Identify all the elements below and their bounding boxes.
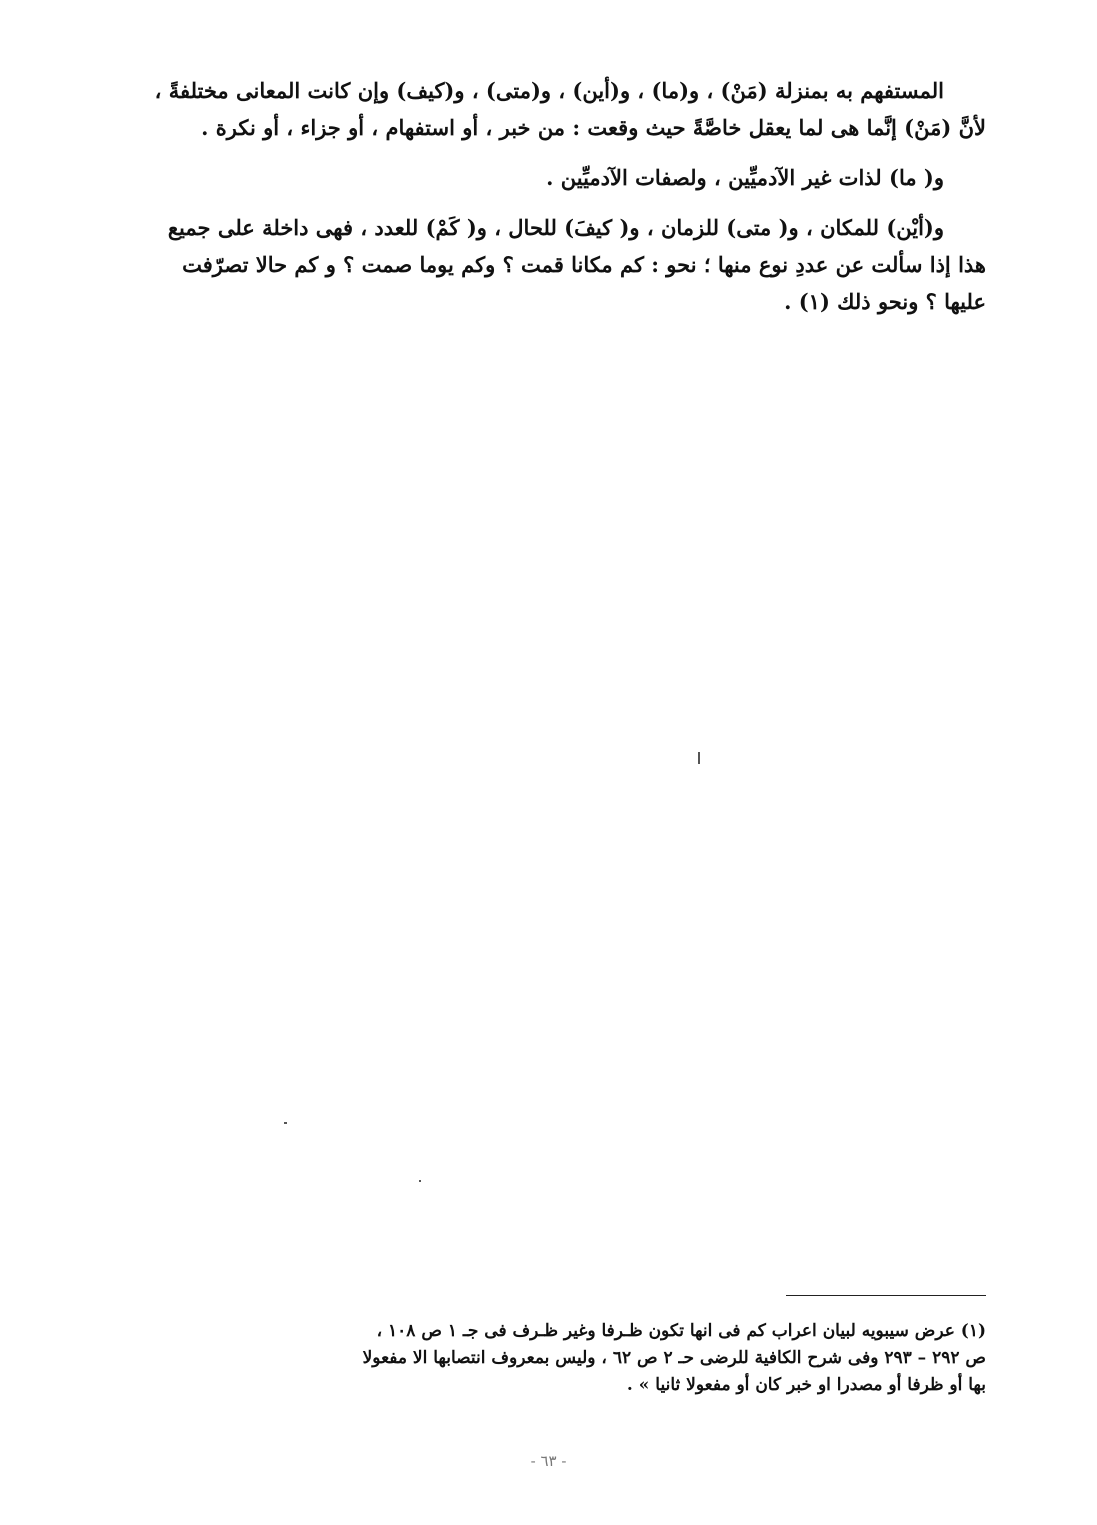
paragraph-line: هذا إذا سألت عن عددِ نوع منها ؛ نحو : كم مكانا قمت ؟ وكم يوما صمت ؟ و كم حالا تصرّفت (182, 252, 986, 277)
scan-speck (284, 1122, 287, 1124)
paragraph-line: لأنَّ (مَنْ) إنَّما هى لما يعقل خاصَّةً حيث وقعت : من خبر ، أو استفهام ، أو جزاء ، أو نكرة . (201, 115, 986, 140)
main-text (130, 72, 986, 320)
scan-speck (419, 1180, 421, 1182)
paragraph-line: المستفهم به بمنزلة (مَنْ) ، و(ما) ، و(أين) ، و(متى) ، و(كيف) وإن كانت المعانى مختلفةً ، (154, 78, 944, 103)
page-number: - ٦٣ - (530, 1452, 567, 1470)
footnote-line: ص ٢٩٢ – ٢٩٣ وفى شرح الكافية للرضى حـ ٢ ص ٦٢ ، وليس بمعروف انتصابها الا مفعولا (362, 1348, 986, 1368)
paragraph-line: و(أيْن) للمكان ، و( متى) للزمان ، و( كيفَ) للحال ، و( كَمْ) للعدد ، فهى داخلة على جميع (167, 215, 944, 240)
paragraph-line: عليها ؟ ونحو ذلك (١) . (784, 289, 986, 314)
paragraph-line: و( ما) لذات غير الآدميِّين ، ولصفات الآدميِّين . (546, 165, 944, 190)
footnote-line: بها أو ظرفا أو مصدرا او خبر كان أو مفعولا ثانيا » . (626, 1375, 986, 1395)
footnote-separator (786, 1295, 986, 1296)
footnotes (134, 1318, 986, 1399)
footnote-line: (١) عرض سيبويه لبيان اعراب كم فى انها تكون ظـرفا وغير ظـرف فى جـ ١ ص ١٠٨ ، (376, 1321, 986, 1341)
scan-speck (698, 752, 700, 764)
